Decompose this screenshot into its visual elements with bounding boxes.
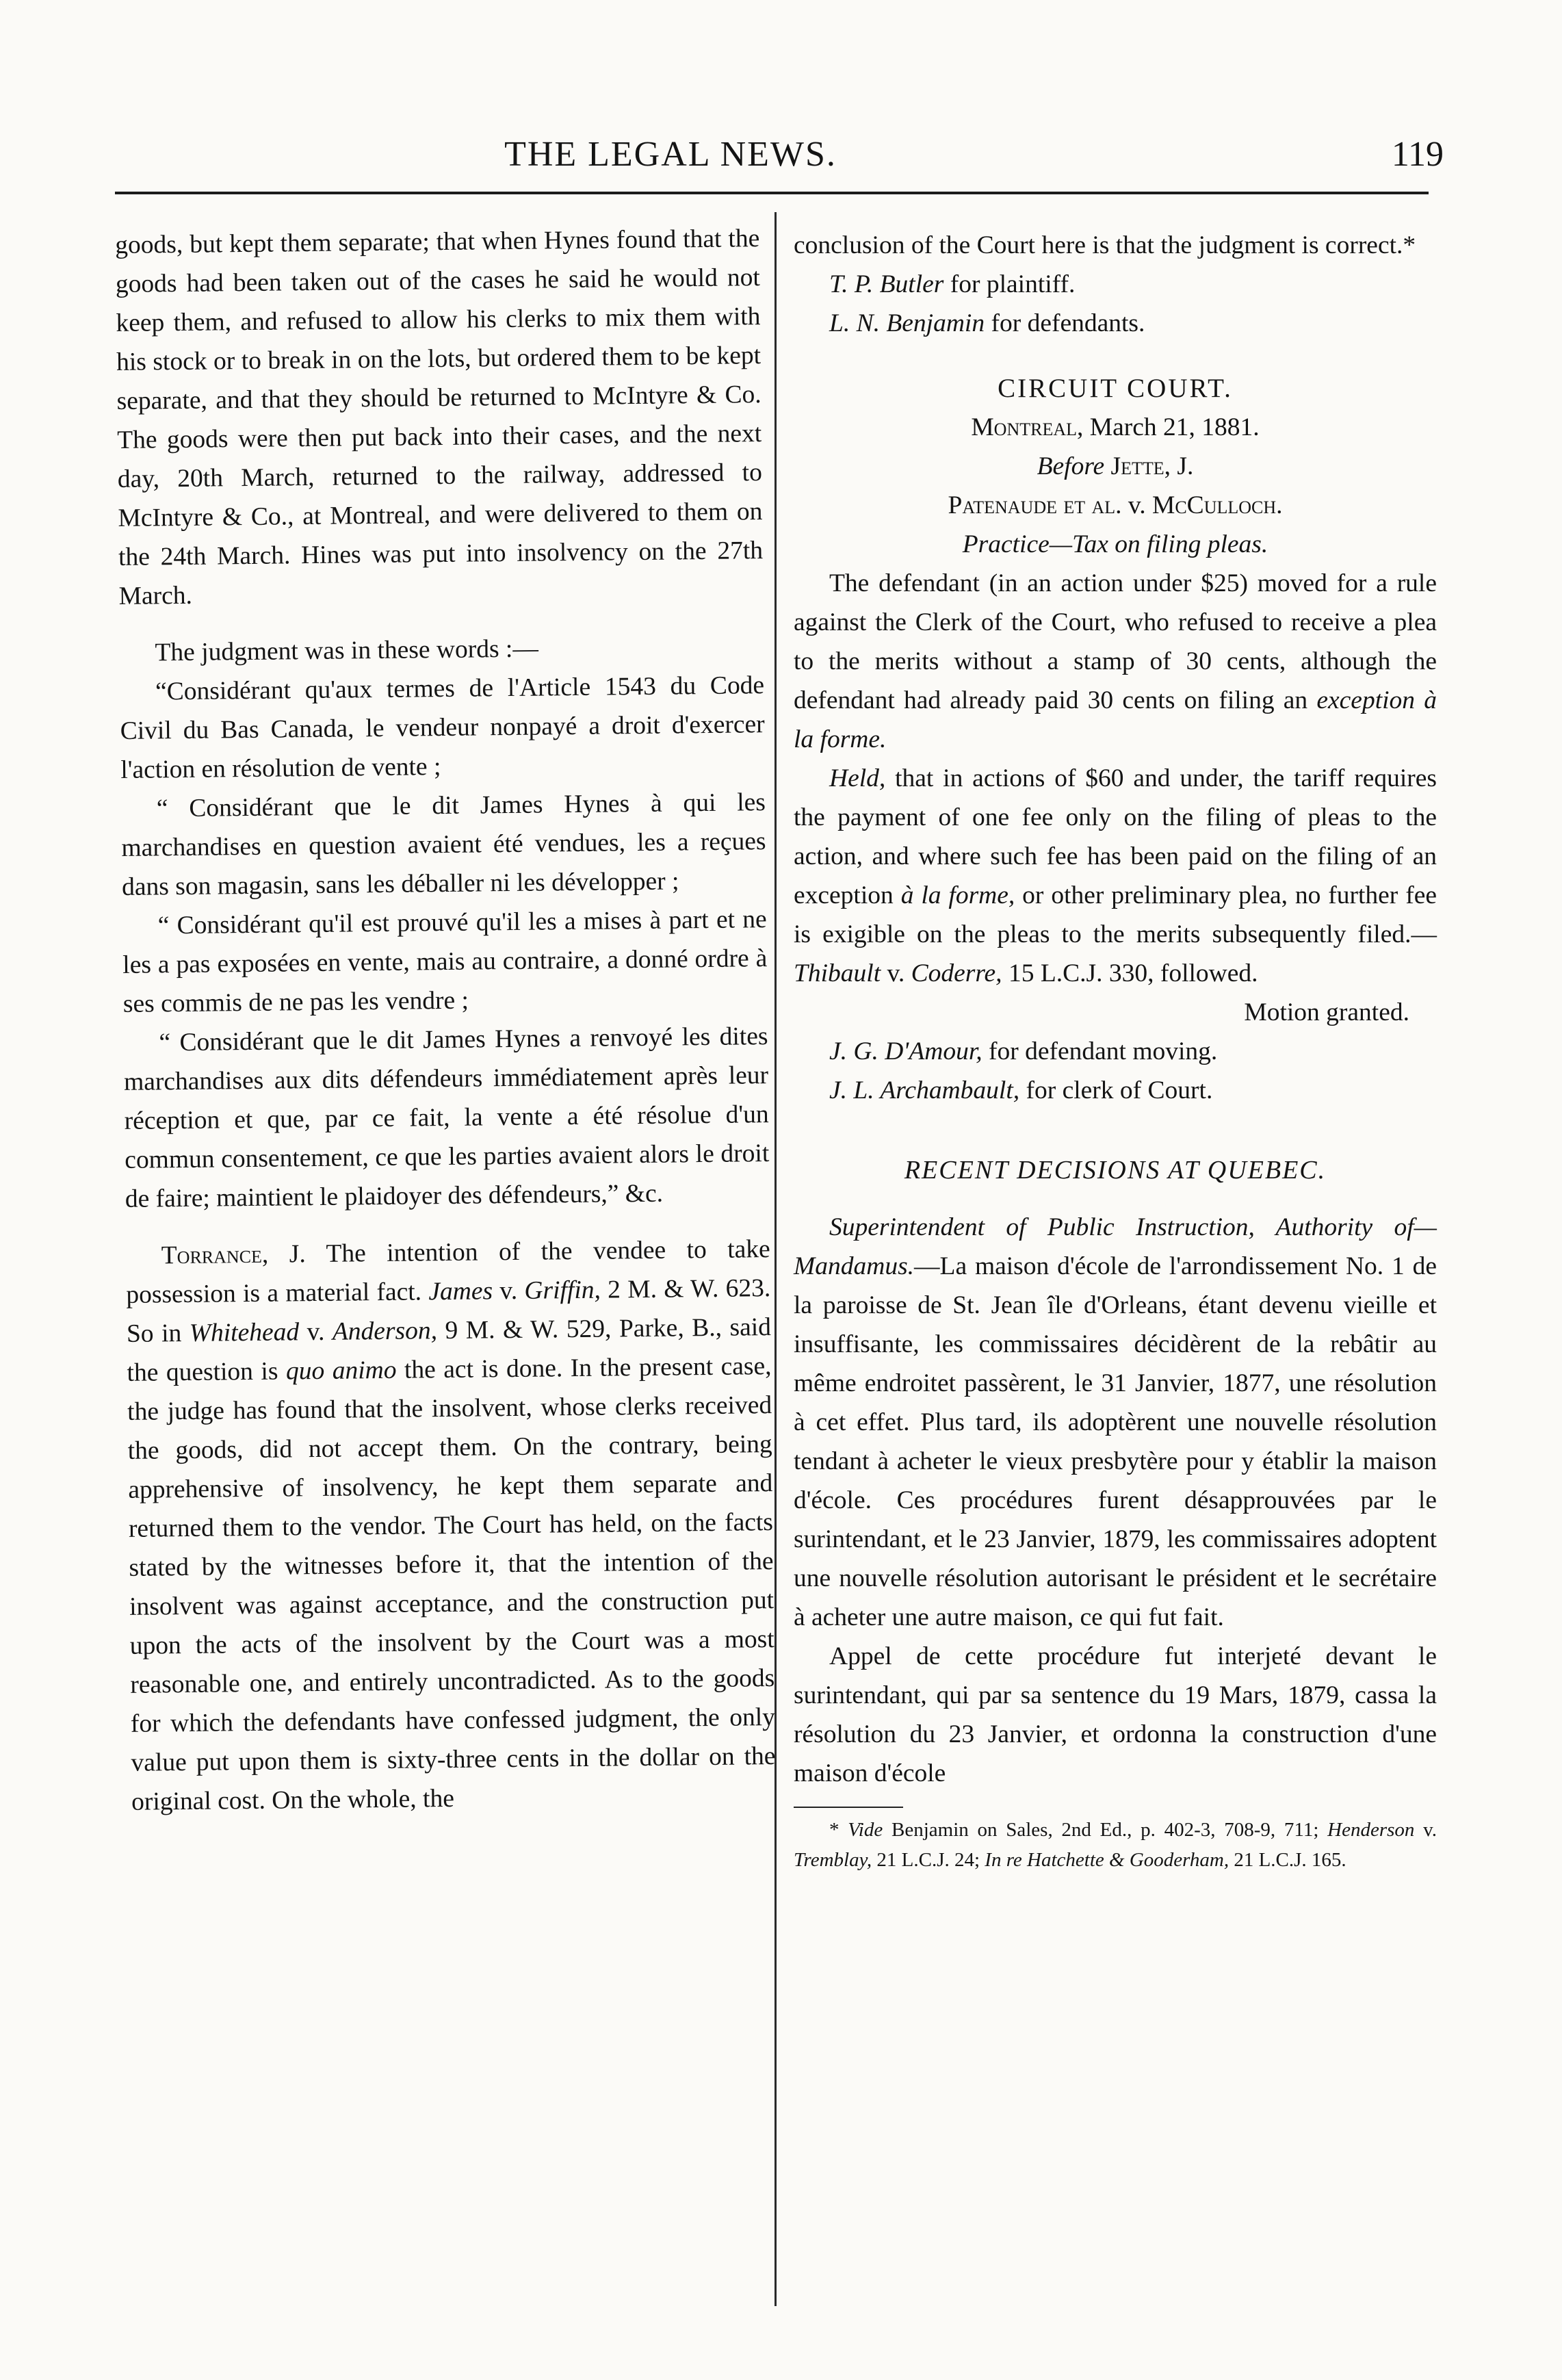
footnote-rule xyxy=(794,1807,903,1808)
case-name: Griffin, xyxy=(524,1276,601,1305)
paragraph-held: Held, that in actions of $60 and under, the tariff requires the payment of one fee only on the filing of pleas to the action, and where such fee has been paid on the filing of an exception à la forme, or other preliminary plea, no further fee is exigible on the pleas to the merits subsequently filed.—Thibault v. Coderre, 15 L.C.J. 330, followed. xyxy=(794,764,1437,987)
case-name: Coderre, xyxy=(911,959,1002,987)
paragraph-superintendent: Superintendent of Public Instruction, Authority of—Mandamus.—La maison d'école de l'arrondissement No. 1 de la paroisse de St. Jean île d'Orleans, étant devenu vieille et insuffisante, les commissaires décidèrent de la rebâtir au même endroitet passèrent, le 31 Janvier, 1877, une résolution à cet effet. Plus tard, ils adoptèrent une nouvelle résolution tendant à acheter le vieux presbytère pour y établir la maison d'école. Ces procédures furent désapprouvées par le surintendant, et le 23 Janvier, 1879, les commissaires adoptent une nouvelle résolution autorisant le président et le secrétaire à acheter une autre maison, ce qui fut fait. xyxy=(794,1213,1437,1631)
running-head xyxy=(109,134,1444,182)
column-divider xyxy=(775,212,777,2306)
paragraph-considerant-2: “ Considérant que le dit James Hynes à qui les marchandises en question avaient été vendues, les a reçues dans son magasin, sans les déballer ni les développer ; xyxy=(121,788,766,901)
paragraph-torrance-opinion: Torrance, J. The intention of the vendee to take possession is a material fact. James v. Griffin, 2 M. & W. 623. So in Whitehead v. Anderson, 9 M. & W. 529, Parke, B., said the question is quo animo the act is done. In the present case, the judge has found that the insolvent, whose clerks received the goods, did not accept them. On the contrary, being apprehensive of insolvency, he kept them separate and returned them to the vendor. The Court has held, on the facts stated by the witnesses before it, that the intention of the insolvent was against acceptance, and the construction put upon the acts of the insolvent by the Court was a most reasonable one, and entirely uncontradicted. As to the goods for which the defendants have confessed judgment, the only value put upon them is sixty-three cents in the dollar on the original cost. On the whole, the xyxy=(126,1235,776,1816)
journal-title: THE LEGAL NEWS. xyxy=(504,135,837,174)
paragraph-conclusion: conclusion of the Court here is that the judgment is correct.* xyxy=(794,231,1416,259)
paragraph-considerant-3: “ Considérant qu'il est prouvé qu'il les a mises à part et ne les a pas exposées en vente, mais au contraire, a donné ordre à ses commis de ne pas les vendre ; xyxy=(122,905,768,1018)
case-subject: Practice—Tax on filing pleas. xyxy=(962,530,1268,558)
counsel-line: J. L. Archambault, for clerk of Court. xyxy=(829,1076,1213,1104)
header-rule xyxy=(115,192,1429,194)
case-name: Anderson, xyxy=(332,1317,438,1346)
counsel-line: L. N. Benjamin for defendants. xyxy=(829,309,1145,337)
case-name: In re Hatchette & Gooderham, xyxy=(985,1849,1229,1871)
counsel-line: T. P. Butler for plaintiff. xyxy=(829,270,1076,298)
case-name: James xyxy=(428,1277,493,1306)
motion-result: Motion granted. xyxy=(1244,998,1409,1026)
judge-line: Before Jette, J. xyxy=(1037,452,1194,480)
latin-phrase: quo animo xyxy=(285,1356,397,1386)
counsel-line: J. G. D'Amour, for defendant moving. xyxy=(829,1037,1218,1065)
paragraph-judgment-intro: The judgment was in these words :— xyxy=(155,634,539,667)
page-number: 119 xyxy=(1391,135,1444,174)
right-column xyxy=(794,226,1437,1875)
section-heading-circuit-court: CIRCUIT COURT. xyxy=(998,374,1233,403)
judge-name: Torrance, J. xyxy=(161,1240,306,1270)
left-column xyxy=(115,219,776,1822)
case-name: Thibault xyxy=(794,959,881,987)
footnote: * Vide Benjamin on Sales, 2nd Ed., p. 402-3, 708-9, 711; Henderson v. Tremblay, 21 L.C.J. 24; In re Hatchette & Gooderham, 21 L.C.J. 165. xyxy=(794,1819,1437,1871)
case-name: Whitehead xyxy=(189,1318,300,1347)
section-heading-recent-decisions: RECENT DECISIONS AT QUEBEC. xyxy=(904,1156,1327,1185)
paragraph-considerant-1: “Considérant qu'aux termes de l'Article 1543 du Code Civil du Bas Canada, le vendeur nonpayé a droit d'exercer l'action en résolution de vente ; xyxy=(120,671,765,784)
paragraph-considerant-4: “ Considérant que le dit James Hynes a renvoyé les dites marchandises aux dits défendeurs immédiatement après leur réception et que, par ce fait, la vente a été résolue d'un commun consentement, ce que les parties avaient alors le droit de faire; maintient le plaidoyer des défendeurs,” &c. xyxy=(123,1022,770,1213)
case-title: Patenaude et al. v. McCulloch. xyxy=(948,491,1283,519)
case-name: Henderson xyxy=(1327,1819,1415,1841)
dateline: Montreal, March 21, 1881. xyxy=(971,413,1260,441)
paragraph-appeal: Appel de cette procédure fut interjeté devant le surintendant, qui par sa sentence du 19 Mars, 1879, cassa la résolution du 23 Janvier, et ordonna la construction d'une maison d'école xyxy=(794,1642,1437,1787)
paragraph-motion: The defendant (in an action under $25) moved for a rule against the Clerk of the Court, who refused to receive a plea to the merits without a stamp of 30 cents, although the defendant had already paid 30 cents on filing an exception à la forme. xyxy=(794,569,1437,753)
paragraph-facts: goods, but kept them separate; that when Hynes found that the goods had been taken out of the cases he said he would not keep them, and refused to allow his clerks to mix them with his stock or to break in on the lots, but ordered them to be kept separate, and that they should be returned to McIntyre & Co. The goods were then put back into their cases, and the next day, 20th March, returned to the railway, addressed to McIntyre & Co., at Montreal, and were delivered to them on the 24th March. Hines was put into insolvency on the 27th March. xyxy=(115,224,764,610)
case-name: Tremblay, xyxy=(794,1849,872,1871)
